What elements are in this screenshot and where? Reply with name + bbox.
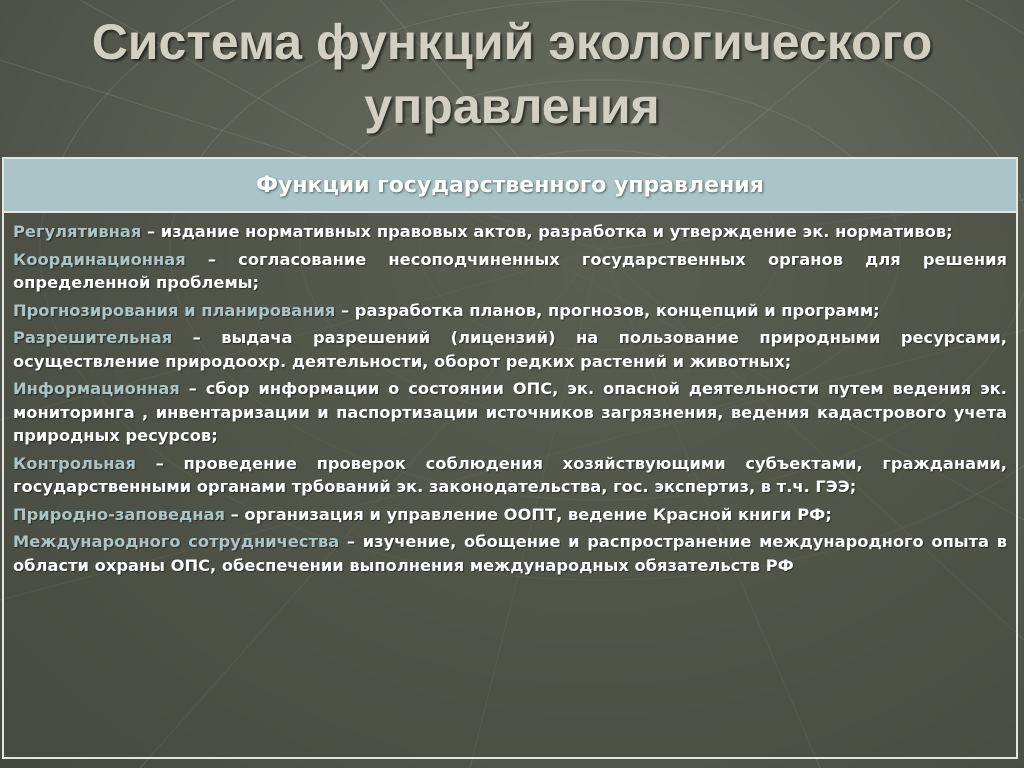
function-term: Прогнозирования и планирования — [13, 300, 336, 320]
function-description: – изучение, обощение и распространение международного опыта в области охраны ОПС, обеспечении выполнения международных обязательств РФ — [13, 532, 1008, 575]
table-body — [4, 213, 1016, 577]
function-description: – выдача разрешений (лицензий) на пользование природными ресурсами, осуществление природоохр. деятельности, оборот редких растений и животных; — [13, 328, 1007, 371]
function-description: – проведение проверок соблюдения хозяйствующими субъектами, гражданами, государственными органами трбований эк. законодательства, гос. экспертиз, в т.ч. ГЭЭ; — [13, 453, 1007, 496]
function-term: Регулятивная — [13, 222, 142, 241]
function-description: – согласование несоподчиненных государственных органов для решения определенной проблемы; — [13, 249, 1007, 292]
table-header — [4, 159, 1016, 213]
slide-title: Система функций экологического управления — [91, 14, 933, 134]
functions-table — [2, 157, 1018, 759]
table-header-text: Функции государственного управления — [256, 172, 764, 198]
function-description: – сбор информации о состоянии ОПС, эк. опасной деятельности путем ведения эк. мониторинга , инвентаризации и паспортизации источников загрязнения, ведения кадастрового учета природных ресурсов; — [13, 379, 1007, 445]
function-item-international — [13, 530, 1007, 577]
function-term: Международного сотрудничества — [13, 532, 340, 551]
function-item-nature-reserve — [13, 503, 1007, 527]
function-term: Информационная — [13, 379, 180, 398]
function-description: – организация и управление ООПТ, ведение Красной книги РФ; — [224, 504, 832, 524]
function-term: Разрешительная — [13, 328, 173, 347]
function-term: Координационная — [13, 249, 186, 269]
function-item-regulatory — [13, 220, 1007, 244]
function-item-information — [13, 377, 1007, 448]
function-item-control — [13, 452, 1007, 499]
function-item-forecasting — [13, 299, 1007, 323]
function-description: – издание нормативных правовых актов, разработка и утверждение эк. нормативов; — [141, 222, 953, 241]
function-item-permitting — [13, 326, 1007, 373]
function-description: – разработка планов, прогнозов, концепций и программ; — [335, 300, 880, 320]
function-term: Контрольная — [13, 453, 136, 473]
function-item-coordination — [13, 248, 1007, 295]
function-term: Природно-заповедная — [13, 504, 225, 524]
